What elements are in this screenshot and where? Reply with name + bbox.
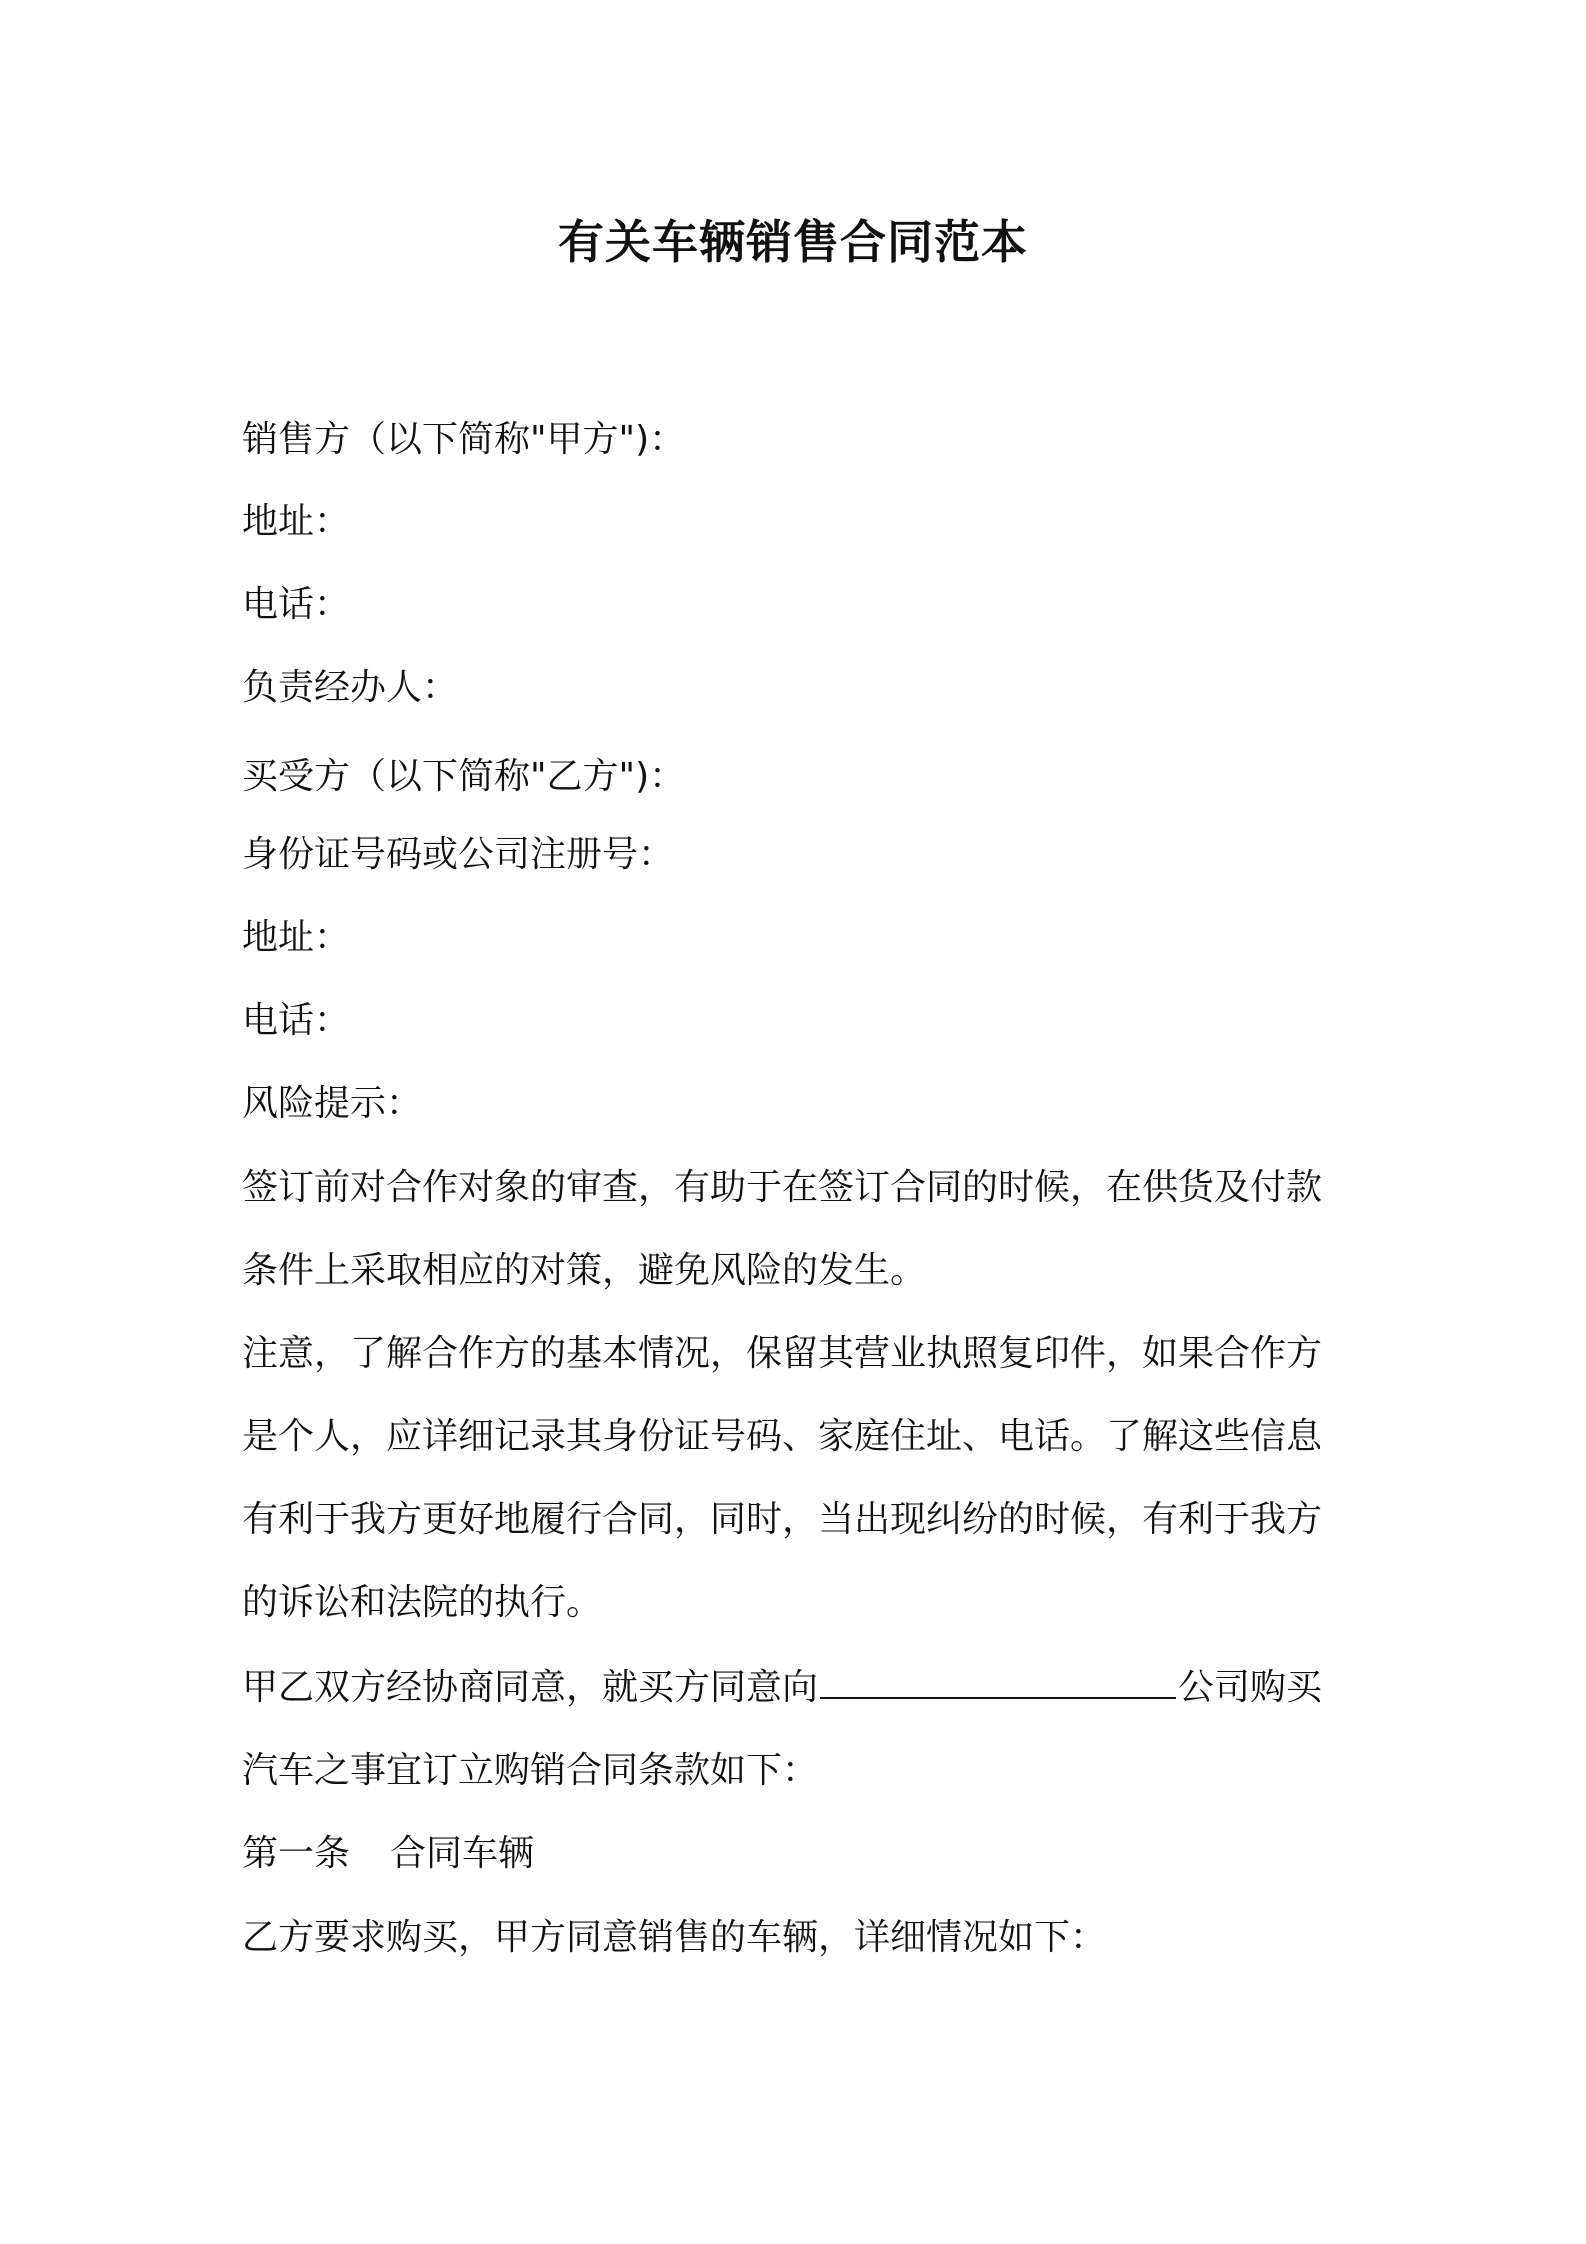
agreement-line-1 xyxy=(242,1663,1352,1713)
article-1-body: 乙方要求购买，甲方同意销售的车辆，详细情况如下： xyxy=(242,1917,1107,1958)
buyer-id: 身份证号码或公司注册号： xyxy=(242,834,675,875)
article-1-title: 合同车辆 xyxy=(390,1833,535,1874)
agreement-text-before-blank: 甲乙双方经协商同意，就买方同意向 xyxy=(242,1667,819,1708)
risk-paragraph-1-line-1: 签订前对合作对象的审查，有助于在签订合同的时候，在供货及付款 xyxy=(242,1167,1323,1208)
seller-label: 销售方（以下简称"甲方")： xyxy=(242,419,686,460)
risk-paragraph-2-line-1: 注意，了解合作方的基本情况，保留其营业执照复印件，如果合作方 xyxy=(242,1333,1323,1374)
agreement-line-2: 汽车之事宜订立购销合同条款如下： xyxy=(242,1750,819,1791)
buyer-phone: 电话： xyxy=(242,1000,351,1041)
risk-paragraph-1-line-2: 条件上采取相应的对策，避免风险的发生。 xyxy=(242,1250,927,1291)
buyer-label: 买受方（以下简称"乙方")： xyxy=(242,756,686,797)
risk-paragraph-2-line-2: 是个人，应详细记录其身份证号码、家庭住址、电话。了解这些信息 xyxy=(242,1416,1323,1457)
risk-paragraph-2-line-3: 有利于我方更好地履行合同，同时，当出现纠纷的时候，有利于我方 xyxy=(242,1499,1323,1540)
seller-agent: 负责经办人： xyxy=(242,667,459,708)
company-name-blank xyxy=(820,1663,1176,1699)
risk-paragraph-2-line-4: 的诉讼和法院的执行。 xyxy=(242,1582,603,1623)
risk-heading: 风险提示： xyxy=(242,1083,423,1124)
seller-phone: 电话： xyxy=(242,584,351,625)
article-1-number: 第一条 xyxy=(242,1833,351,1874)
buyer-address: 地址： xyxy=(242,917,351,958)
agreement-text-after-blank: 公司购买 xyxy=(1178,1667,1323,1708)
seller-address: 地址： xyxy=(242,501,351,542)
article-1-heading xyxy=(242,1829,1352,1879)
page-title: 有关车辆销售合同范本 xyxy=(558,215,1028,269)
